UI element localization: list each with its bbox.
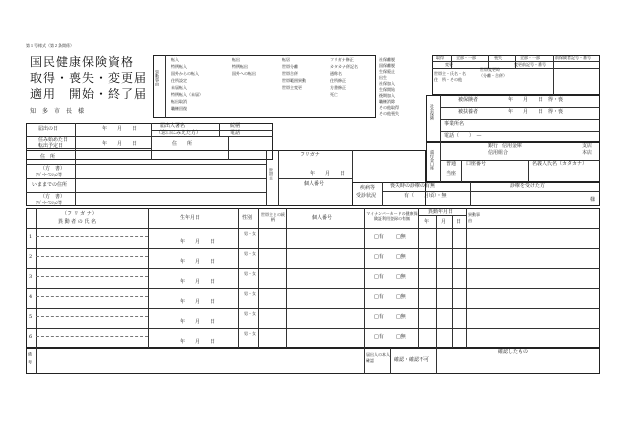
office-change-sub: 世帯変更時 <box>480 67 500 72</box>
office-change-item2: 住 所・その他 <box>434 77 462 82</box>
reason-item[interactable]: 出生 <box>379 75 387 80</box>
signature-note: （窓口にみえた方） <box>156 130 202 136</box>
office-name: 事業所名 <box>444 121 465 127</box>
row-mynumber-no[interactable]: □無 <box>396 234 406 240</box>
bank-union: 信用組合 <box>488 150 509 156</box>
prev-address-label: いままでの住所 <box>32 182 68 188</box>
disease-label: 疾病等 <box>360 185 376 191</box>
row-sex[interactable]: 男・女 <box>244 251 256 256</box>
move-date-value[interactable]: 年 月 日 <box>102 141 138 147</box>
reason-label: 異動事由 <box>155 70 160 86</box>
reason-item[interactable]: 転出取消 <box>171 99 187 104</box>
household-address-label: 住 所 <box>40 154 56 160</box>
move-out-label: 転出予定日 <box>38 143 64 149</box>
row-birth-date[interactable]: 年 月 日 <box>180 319 216 325</box>
col-name: 異 動 者 の 氏 名 <box>58 219 96 225</box>
row-number: 3 <box>29 274 33 280</box>
col-year: 年 <box>424 219 430 225</box>
row-birth-date[interactable]: 年 月 日 <box>180 239 216 245</box>
reason-item[interactable]: 職権消除 <box>379 99 395 104</box>
row-mynumber-no[interactable]: □無 <box>396 294 406 300</box>
office-change-sub3: 変更前記号・番号 <box>514 62 546 67</box>
confirmed-doc: 確認したもの <box>498 349 529 355</box>
row-mynumber-no[interactable]: □無 <box>396 254 406 260</box>
reason-item[interactable]: 生保開始 <box>379 87 395 92</box>
reason-item[interactable]: 世帯分離 <box>282 64 298 69</box>
row-number: 4 <box>29 294 33 300</box>
row-mynumber-yes[interactable]: □有 <box>374 314 384 320</box>
bank-current[interactable]: 当座 <box>446 171 457 177</box>
reason-item[interactable]: 生保廃止 <box>379 69 395 74</box>
row-birth-date[interactable]: 年 月 日 <box>180 259 216 265</box>
dependent-name: 被扶養者 <box>458 109 479 115</box>
reason-item[interactable]: 未届転入 <box>171 85 187 90</box>
form-number: 第１号様式（第２条関係） <box>26 43 74 48</box>
row-sex[interactable]: 男・女 <box>244 331 256 336</box>
row-mynumber-yes[interactable]: □有 <box>374 274 384 280</box>
row-sex[interactable]: 男・女 <box>244 271 256 276</box>
bank-label: 還付金口座 <box>430 150 435 170</box>
reason-item[interactable]: 住所修正 <box>330 78 346 83</box>
reason-item[interactable]: 国外への転出 <box>232 71 256 76</box>
bank-credit: 信用金庫 <box>502 143 523 149</box>
relation-label: 続柄 <box>230 123 241 129</box>
row-sex[interactable]: 男・女 <box>244 291 256 296</box>
prev-building-note: ｱﾊﾟｰﾄ･ﾏﾝｼｮﾝ等 <box>36 200 62 205</box>
col-birth: 生年月日 <box>180 215 201 221</box>
disease-status: 受診状況 <box>356 193 377 199</box>
row-number: 6 <box>29 334 33 340</box>
prev-building-label: （方 書） <box>40 194 66 200</box>
office-other-label: 前保険者記号・番号 <box>555 55 591 60</box>
bank-main: 本店 <box>582 150 593 156</box>
bank-account-no: 口座番号 <box>466 161 487 167</box>
reason-item[interactable]: その他喪失 <box>379 111 399 116</box>
filing-date-value[interactable]: 年 月 日 <box>102 126 138 132</box>
row-sex[interactable]: 男・女 <box>244 231 256 236</box>
row-mynumber-no[interactable]: □無 <box>396 314 406 320</box>
reason-item[interactable]: 社保離脱 <box>379 57 395 62</box>
row-mynumber-no[interactable]: □無 <box>396 334 406 340</box>
reason-item[interactable]: その他取得 <box>379 105 399 110</box>
bank-account-type[interactable]: 普通 <box>446 161 457 167</box>
office-change: 変更 <box>445 62 453 67</box>
col-sex: 性別 <box>242 215 253 221</box>
disease-hospital: 診療を受けた方 <box>510 183 546 189</box>
move-in-label: 住み始めた日 <box>38 137 69 143</box>
signature-label: 届出人署名 <box>160 123 186 129</box>
row-number: 5 <box>29 314 33 320</box>
identity-confirm[interactable]: 確認・確認不可 <box>394 357 430 363</box>
col-furigana: （フ リ ガ ナ） <box>62 211 97 217</box>
reason-item[interactable]: カタカナ併記名 <box>330 64 358 69</box>
head-birth[interactable]: 年 月 日 <box>310 171 346 177</box>
member-table <box>26 208 600 348</box>
reason-item[interactable]: 住所設定 <box>171 78 187 83</box>
row-mynumber-yes[interactable]: □有 <box>374 294 384 300</box>
office-loss: 喪失 <box>494 55 502 60</box>
col-relation: 世帯主との続柄 <box>261 212 285 222</box>
row-mynumber-yes[interactable]: □有 <box>374 234 384 240</box>
col-reason: 異動事由 <box>468 212 480 223</box>
form-title-line1: 国民健康保険資格 <box>30 55 135 69</box>
household-building-label: （方 書） <box>40 166 66 172</box>
reason-item[interactable]: 世帯範囲異動 <box>282 78 306 83</box>
row-mynumber-yes[interactable]: □有 <box>374 254 384 260</box>
bank-branch: 支店 <box>582 143 593 149</box>
reason-item[interactable]: 国保離脱 <box>379 63 395 68</box>
row-birth-date[interactable]: 年 月 日 <box>180 299 216 305</box>
reason-item[interactable]: 職権回復 <box>171 106 187 111</box>
row-number: 2 <box>29 254 33 260</box>
office-change-item: 世帯主・氏名・名 <box>434 71 466 76</box>
form-title-line2: 取得・喪失・変更届 <box>30 71 148 85</box>
form-title-line3: 適用 開始・終了届 <box>30 87 148 101</box>
bank-bank: 銀行 <box>488 143 499 149</box>
row-mynumber-yes[interactable]: □有 <box>374 334 384 340</box>
row-number: 1 <box>29 234 33 240</box>
col-mynumber: マイナンバーカードの健康保険証利用登録の有無 <box>366 211 418 221</box>
bank-holder: 名義人氏名（カタカナ） <box>532 161 588 167</box>
head-furigana: フリガナ <box>300 152 320 158</box>
filing-date-label: 届出の日 <box>38 126 59 132</box>
disease-treatment: 喪失時の診療の有無 <box>390 183 436 189</box>
disease-honor: 様 <box>590 197 596 203</box>
office-split2: 全部・一部 <box>520 55 540 60</box>
reason-item[interactable]: 国外からの転入 <box>171 71 199 76</box>
col-move-date: 異動年月日 <box>428 209 454 215</box>
row-sex[interactable]: 男・女 <box>244 311 256 316</box>
reason-item[interactable]: 特例転入 <box>171 64 187 69</box>
reason-item[interactable]: 転居 <box>282 57 290 62</box>
reason-item[interactable]: 特例転入（未届） <box>171 92 203 97</box>
addressee: 知 多 市 長 様 <box>30 108 85 115</box>
dependent-date: 年 月 日 得・喪 <box>508 109 564 115</box>
household-building-note: ｱﾊﾟｰﾄ･ﾏﾝｼｮﾝ等 <box>36 172 62 177</box>
reason-item[interactable]: 特例転出 <box>232 64 248 69</box>
reason-item[interactable]: 後期加入 <box>379 93 395 98</box>
reason-item[interactable]: 社保加入 <box>379 81 395 86</box>
insurer-name: 被保険者 <box>458 97 479 103</box>
reason-item[interactable]: 転出 <box>232 57 240 62</box>
head-label: 世帯主 <box>269 168 274 180</box>
office-change-sub2: （分離・合併） <box>479 73 507 78</box>
phone-label: 電話 <box>230 130 241 136</box>
disease-yes-no[interactable]: 有（ 月頃）・無 <box>404 193 447 199</box>
col-personal: 個人番号 <box>312 215 333 221</box>
row-birth-date[interactable]: 年 月 日 <box>180 339 216 345</box>
office-split1: 全部・一部 <box>456 55 476 60</box>
reason-item[interactable]: 方書修正 <box>330 85 346 90</box>
row-birth-date[interactable]: 年 月 日 <box>180 279 216 285</box>
col-month: 月 <box>441 219 447 225</box>
reason-item[interactable]: 世帯主変更 <box>282 85 302 90</box>
office-acquire: 取得 <box>436 55 444 60</box>
row-mynumber-no[interactable]: □無 <box>396 274 406 280</box>
identity-label: 届出人の本人確認 <box>366 352 390 363</box>
applicant-address-label: 住 所 <box>172 141 193 147</box>
reason-item[interactable]: 転入 <box>171 57 179 62</box>
head-personal-no: 個人番号 <box>304 181 325 187</box>
insurer-label: 社会保険 <box>430 104 435 120</box>
reason-item[interactable]: フリガナ修正 <box>330 57 354 62</box>
reason-item[interactable]: 死亡 <box>330 92 338 97</box>
reason-item[interactable]: 通称名 <box>330 71 342 76</box>
col-day: 日 <box>456 219 462 225</box>
remarks-label: 備 考 <box>28 352 33 364</box>
insurer-date: 年 月 日 得・喪 <box>508 97 564 103</box>
office-phone: 電話（ ） — <box>444 133 482 139</box>
reason-item[interactable]: 世帯合併 <box>282 71 298 76</box>
